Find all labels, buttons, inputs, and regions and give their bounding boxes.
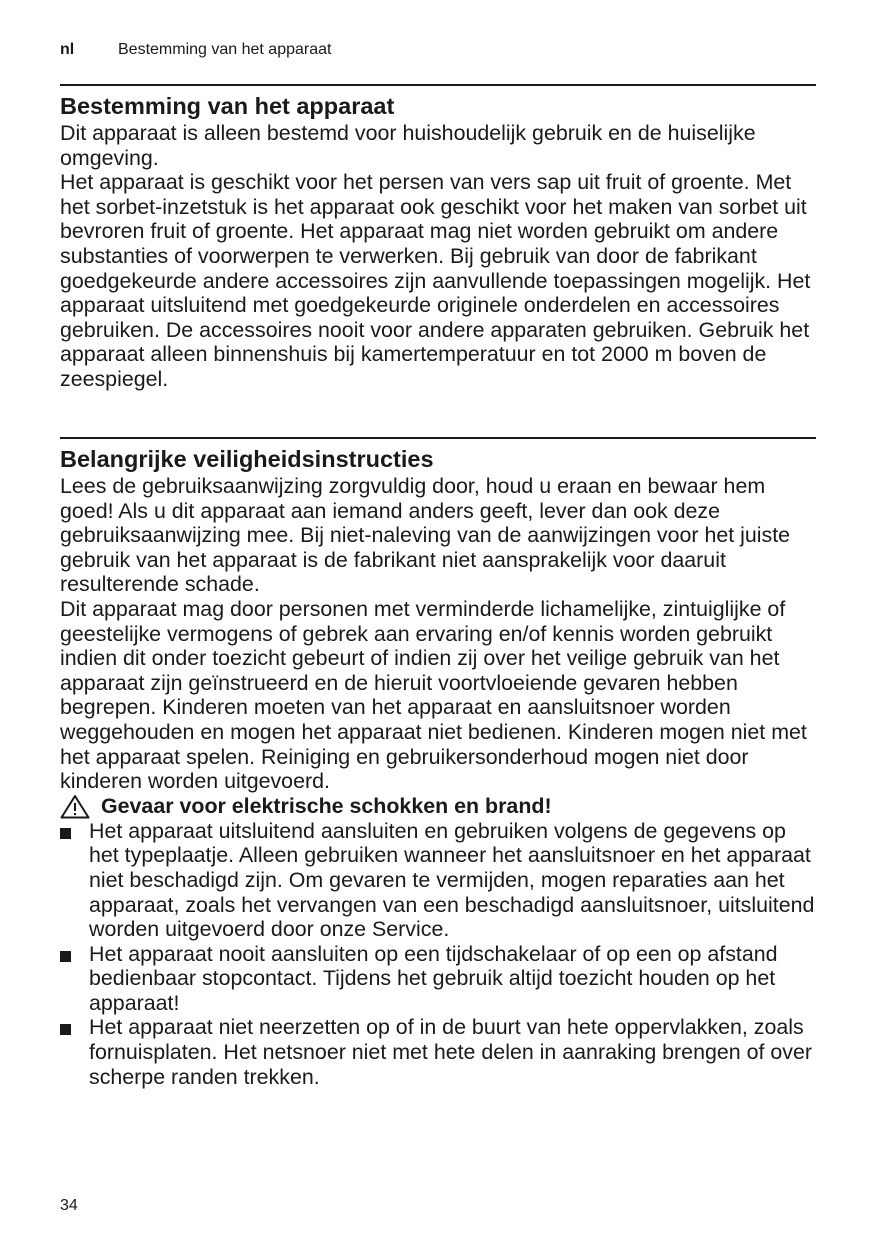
list-item-text: Het apparaat niet neerzetten op of in de buurt van hete oppervlakken, zoals fornuisplaten. Het netsnoer niet met hete delen in aanraking brengen of over scherpe randen trekken. <box>89 1015 812 1089</box>
running-header-title: Bestemming van het apparaat <box>118 41 332 58</box>
square-bullet-icon <box>60 828 71 839</box>
section-heading: Bestemming van het apparaat <box>60 93 395 119</box>
list-item <box>60 942 816 1016</box>
section-divider <box>60 437 816 439</box>
language-code: nl <box>60 41 75 58</box>
paragraph: Dit apparaat is alleen bestemd voor huishoudelijk gebruik en de huiselijke omgeving. <box>60 121 756 170</box>
list-item <box>60 1015 816 1089</box>
square-bullet-icon <box>60 1024 71 1035</box>
warning-triangle-icon <box>60 794 90 819</box>
list-item-text: Het apparaat uitsluitend aansluiten en gebruiken volgens de gegevens op het typeplaatje. Alleen gebruiken wanneer het aansluitsnoer en het apparaat niet beschadigd zijn. Om gevaren te vermijden, mogen reparaties aan het apparaat, zoals het vervangen van een beschadigd aansluitsnoer, uitsluitend worden uitgevoerd door onze Service. <box>89 818 815 942</box>
section-divider <box>60 84 816 86</box>
section-intended-use <box>60 84 816 392</box>
bullet-list <box>60 819 816 1090</box>
square-bullet-icon <box>60 951 71 962</box>
page-number: 34 <box>60 1197 78 1214</box>
paragraph: Dit apparaat mag door personen met verminderde lichamelijke, zintuiglijke of geestelijke vermogens of gebrek aan ervaring en/of kennis worden gebruikt indien dit onder toezicht gebeurt of indien zij over het veilige gebruik van het apparaat zijn geïnstrueerd en de hieruit voortvloeiende gevaren hebben begrepen. Kinderen moeten van het apparaat en aansluitsnoer worden weggehouden en mogen het apparaat niet bedienen. Kinderen mogen niet met het apparaat spelen. Reiniging en gebruikersonderhoud mogen niet door kinderen worden uitgevoerd. <box>60 596 807 794</box>
section-safety-instructions <box>60 437 816 1089</box>
paragraph: Het apparaat is geschikt voor het persen van vers sap uit fruit of groente. Met het sorbet-inzetstuk is het apparaat ook geschikt voor het maken van sorbet uit bevroren fruit of groente. Het apparaat mag niet worden gebruikt om andere substanties of voorwerpen te verwerken. Bij gebruik van door de fabrikant goedgekeurde andere accessoires zijn aanvullende toepassingen mogelijk. Het apparaat uitsluitend met goedgekeurde originele onderdelen en accessoires gebruiken. De accessoires nooit voor andere apparaten gebruiken. Gebruik het apparaat alleen binnenshuis bij kamertemperatuur en tot 2000 m boven de zeespiegel. <box>60 170 811 391</box>
list-item <box>60 819 816 942</box>
list-item-text: Het apparaat nooit aansluiten op een tijdschakelaar of op een op afstand bedienbaar stopcontact. Tijdens het gebruik altijd toezicht houden op het apparaat! <box>89 941 778 1015</box>
section-heading: Belangrijke veiligheidsinstructies <box>60 446 434 472</box>
warning-heading <box>60 794 816 819</box>
warning-text: Gevaar voor elektrische schokken en brand! <box>101 793 552 818</box>
running-header <box>60 41 331 59</box>
paragraph: Lees de gebruiksaanwijzing zorgvuldig door, houd u eraan en bewaar hem goed! Als u dit apparaat aan iemand anders geeft, lever dan ook deze gebruiksaanwijzing mee. Bij niet-naleving van de aanwijzingen voor het juiste gebruik van het apparaat is de fabrikant niet aansprakelijk voor daaruit resulterende schade. <box>60 474 791 597</box>
